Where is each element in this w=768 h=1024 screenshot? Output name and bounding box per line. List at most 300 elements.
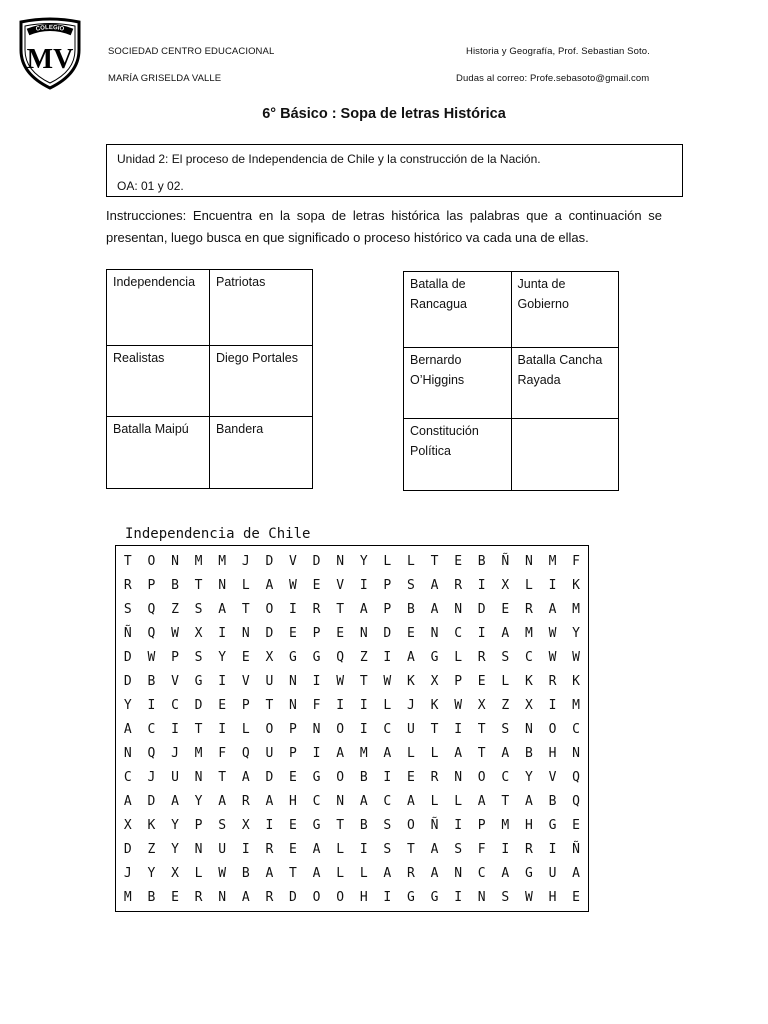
word-search-letter: T bbox=[265, 697, 274, 713]
word-search-row bbox=[116, 765, 588, 789]
header-school-name: MARÍA GRISELDA VALLE bbox=[108, 73, 222, 84]
word-search-letter: T bbox=[407, 841, 415, 857]
word-search-letter: E bbox=[289, 817, 297, 833]
word-search-letter: S bbox=[194, 601, 203, 617]
word-search-letter: C bbox=[524, 649, 533, 665]
word-search-letter: R bbox=[524, 841, 533, 857]
word-search-letter: Y bbox=[171, 841, 179, 857]
word-search-letter: N bbox=[359, 625, 368, 641]
word-search-letter: E bbox=[501, 601, 510, 617]
word-search-letter: T bbox=[289, 865, 297, 881]
word-search-letter: A bbox=[265, 865, 274, 881]
word-search-letter: O bbox=[147, 553, 156, 569]
word-search-letter: F bbox=[218, 745, 227, 761]
word-search-letter: E bbox=[241, 649, 250, 665]
word-search-letter: B bbox=[477, 553, 486, 569]
word-search-letter: Q bbox=[336, 649, 345, 665]
word-search-letter: W bbox=[572, 649, 580, 665]
word-search-letter: W bbox=[524, 889, 533, 905]
word-search-letter: L bbox=[501, 673, 510, 689]
word-search-letter: S bbox=[454, 841, 463, 857]
word-search-letter: X bbox=[194, 625, 203, 641]
word-search-letter: B bbox=[147, 673, 156, 689]
word-search-letter: H bbox=[289, 793, 297, 809]
word-search-letter: D bbox=[265, 625, 274, 641]
word-search-letter: L bbox=[430, 745, 439, 761]
word-search-letter: N bbox=[218, 577, 227, 593]
word-search-letter: T bbox=[241, 601, 250, 617]
word-search-letter: I bbox=[147, 697, 156, 713]
word-search-letter: J bbox=[407, 697, 415, 713]
word-search-letter: X bbox=[171, 865, 179, 881]
word-search-letter: N bbox=[454, 601, 463, 617]
word-search-letter: W bbox=[171, 625, 179, 641]
word-search-letter: M bbox=[218, 553, 227, 569]
word-search-letter: N bbox=[454, 769, 463, 785]
word-search-letter: T bbox=[430, 553, 439, 569]
word-search-letter: G bbox=[430, 889, 439, 905]
word-search-letter: Q bbox=[147, 601, 156, 617]
word-search-letter: H bbox=[524, 817, 533, 833]
word-search-letter: S bbox=[383, 817, 392, 833]
word-search-letter: I bbox=[454, 721, 463, 737]
word-search-letter: A bbox=[359, 793, 368, 809]
word-search-letter: I bbox=[501, 841, 510, 857]
word-search-letter: N bbox=[289, 673, 297, 689]
word-search-letter: A bbox=[265, 793, 274, 809]
word-search-letter: B bbox=[359, 817, 368, 833]
word-search-letter: A bbox=[454, 745, 463, 761]
word-search-letter: W bbox=[383, 673, 392, 689]
word-search-letter: G bbox=[312, 817, 321, 833]
word-search-letter: J bbox=[123, 865, 132, 881]
word-search-letter: Y bbox=[218, 649, 227, 665]
word-search-letter: Y bbox=[359, 553, 368, 569]
word-search-letter: Z bbox=[171, 601, 179, 617]
word-search-letter: J bbox=[147, 769, 156, 785]
word-search-letter: P bbox=[147, 577, 156, 593]
word-search-letter: L bbox=[430, 793, 439, 809]
unit-description: Unidad 2: El proceso de Independencia de Chile y la construcción de la Nación. bbox=[117, 152, 541, 166]
word-cell: Independencia bbox=[107, 270, 210, 346]
word-search-letter: B bbox=[548, 793, 557, 809]
word-search-letter: P bbox=[312, 625, 321, 641]
unit-box bbox=[106, 144, 683, 197]
word-cell: Diego Portales bbox=[210, 346, 313, 417]
word-search-letter: H bbox=[548, 745, 557, 761]
word-search-letter: I bbox=[477, 625, 486, 641]
header-institution: SOCIEDAD CENTRO EDUCACIONAL bbox=[108, 46, 275, 57]
word-search-letter: A bbox=[501, 865, 510, 881]
word-search-letter: S bbox=[501, 649, 510, 665]
word-search-letter: F bbox=[477, 841, 486, 857]
word-search-letter: I bbox=[477, 577, 486, 593]
word-search-letter: J bbox=[241, 553, 250, 569]
word-search-row bbox=[116, 549, 588, 573]
word-search-letter: G bbox=[548, 817, 557, 833]
word-search-letter: X bbox=[430, 673, 439, 689]
word-search-letter: R bbox=[454, 577, 463, 593]
word-search-letter: G bbox=[289, 649, 297, 665]
word-search-letter: N bbox=[430, 625, 439, 641]
logo-monogram: MV bbox=[26, 44, 74, 75]
word-search-letter: A bbox=[407, 649, 415, 665]
word-search-letter: A bbox=[501, 745, 510, 761]
word-search-letter: D bbox=[383, 625, 392, 641]
word-search-letter: R bbox=[194, 889, 203, 905]
word-search-letter: R bbox=[241, 793, 250, 809]
word-search-letter: D bbox=[123, 841, 132, 857]
word-search-letter: W bbox=[218, 865, 227, 881]
word-search-letter: N bbox=[312, 721, 321, 737]
word-search-letter: C bbox=[171, 697, 179, 713]
word-search-letter: D bbox=[265, 553, 274, 569]
word-search-letter: E bbox=[218, 697, 227, 713]
word-search-letter: U bbox=[407, 721, 415, 737]
word-search-letter: R bbox=[265, 889, 274, 905]
word-search-letter: N bbox=[572, 745, 580, 761]
word-search-letter: I bbox=[289, 601, 297, 617]
word-search-letter: Y bbox=[524, 769, 533, 785]
word-search-letter: V bbox=[289, 553, 297, 569]
word-search-letter: Ñ bbox=[572, 841, 580, 857]
word-search-letter: N bbox=[477, 889, 486, 905]
word-search-letter: A bbox=[312, 865, 321, 881]
word-search-letter: E bbox=[407, 769, 415, 785]
word-search-letter: E bbox=[454, 553, 463, 569]
word-search-letter: Y bbox=[147, 865, 156, 881]
word-search-letter: V bbox=[171, 673, 179, 689]
word-search-letter: D bbox=[265, 769, 274, 785]
word-search-letter: I bbox=[548, 577, 557, 593]
word-search-letter: K bbox=[572, 673, 580, 689]
word-search-letter: N bbox=[524, 553, 533, 569]
word-search-letter: Z bbox=[359, 649, 368, 665]
word-search-letter: O bbox=[477, 769, 486, 785]
word-search-letter: A bbox=[123, 793, 132, 809]
word-search-letter: T bbox=[501, 793, 510, 809]
words-table-right bbox=[403, 271, 619, 491]
word-search-letter: N bbox=[336, 553, 345, 569]
word-search-letter: I bbox=[218, 673, 227, 689]
word-search-letter: U bbox=[171, 769, 179, 785]
word-search-letter: A bbox=[430, 841, 439, 857]
word-search-letter: M bbox=[359, 745, 368, 761]
word-search-letter: D bbox=[477, 601, 486, 617]
word-search-letter: T bbox=[218, 769, 227, 785]
word-search-letter: H bbox=[548, 889, 557, 905]
word-search-letter: E bbox=[312, 577, 321, 593]
word-search-letter: L bbox=[454, 649, 463, 665]
word-search-letter: M bbox=[572, 697, 580, 713]
word-cell: Realistas bbox=[107, 346, 210, 417]
word-search-letter: A bbox=[265, 577, 274, 593]
word-search-letter: K bbox=[524, 673, 533, 689]
word-search-letter: N bbox=[194, 769, 203, 785]
word-search-row bbox=[116, 837, 588, 861]
word-search-letter: Y bbox=[572, 625, 580, 641]
words-table-left bbox=[106, 269, 313, 489]
word-search-letter: N bbox=[241, 625, 250, 641]
word-search-letter: A bbox=[501, 625, 510, 641]
word-search-letter: S bbox=[501, 889, 510, 905]
word-search-letter: W bbox=[147, 649, 156, 665]
word-search-letter: N bbox=[524, 721, 533, 737]
word-search-letter: D bbox=[123, 673, 132, 689]
word-search-row bbox=[116, 861, 588, 885]
word-search-letter: T bbox=[194, 577, 203, 593]
word-search-letter: U bbox=[548, 865, 557, 881]
word-search-letter: O bbox=[265, 601, 274, 617]
word-cell: Patriotas bbox=[210, 270, 313, 346]
word-search-letter: Q bbox=[572, 769, 580, 785]
word-search-grid bbox=[115, 545, 589, 912]
word-search-letter: R bbox=[548, 673, 557, 689]
word-search-letter: M bbox=[524, 625, 533, 641]
word-search-letter: W bbox=[289, 577, 297, 593]
word-search-letter: N bbox=[123, 745, 132, 761]
word-search-letter: L bbox=[194, 865, 203, 881]
word-search-letter: W bbox=[336, 673, 345, 689]
word-cell: Batalla Cancha Rayada bbox=[511, 348, 619, 419]
word-search-letter: I bbox=[359, 697, 368, 713]
word-cell: Bandera bbox=[210, 417, 313, 489]
word-search-letter: I bbox=[383, 889, 392, 905]
word-search-letter: L bbox=[336, 865, 345, 881]
word-search-letter: R bbox=[524, 601, 533, 617]
word-search-letter: D bbox=[147, 793, 156, 809]
instructions-text: Instrucciones: Encuentra en la sopa de letras histórica las palabras que a continuación se presentan, luego busca en que significado o proceso histórico va cada una de ellas. bbox=[106, 208, 662, 245]
word-search-letter: A bbox=[218, 601, 227, 617]
word-search-letter: Z bbox=[501, 697, 510, 713]
word-search-row bbox=[116, 885, 588, 909]
word-search-letter: I bbox=[312, 745, 321, 761]
word-search-letter: Y bbox=[171, 817, 179, 833]
word-search-letter: Y bbox=[194, 793, 203, 809]
word-search-letter: A bbox=[407, 793, 415, 809]
word-search-letter: X bbox=[501, 577, 510, 593]
word-search-letter: I bbox=[241, 841, 250, 857]
word-search-letter: B bbox=[407, 601, 415, 617]
word-search-letter: M bbox=[501, 817, 510, 833]
page-title: 6° Básico : Sopa de letras Histórica bbox=[262, 106, 506, 122]
word-search-letter: L bbox=[454, 793, 463, 809]
word-search-letter: F bbox=[312, 697, 321, 713]
word-search-letter: T bbox=[477, 721, 486, 737]
word-search-letter: T bbox=[123, 553, 132, 569]
word-search-row bbox=[116, 813, 588, 837]
word-search-letter: E bbox=[289, 625, 297, 641]
word-search-letter: I bbox=[218, 625, 227, 641]
word-search-letter: G bbox=[407, 889, 415, 905]
word-search-letter: Q bbox=[147, 625, 156, 641]
word-search-letter: S bbox=[194, 649, 203, 665]
word-search-row bbox=[116, 693, 588, 717]
word-search-letter: I bbox=[454, 889, 463, 905]
word-search-letter: J bbox=[171, 745, 179, 761]
word-search-letter: F bbox=[572, 553, 580, 569]
word-search-letter: A bbox=[241, 889, 250, 905]
word-search-letter: V bbox=[548, 769, 557, 785]
word-search-letter: L bbox=[241, 577, 250, 593]
word-search-letter: V bbox=[241, 673, 250, 689]
word-search-row bbox=[116, 717, 588, 741]
word-search-letter: I bbox=[359, 841, 368, 857]
unit-objectives: OA: 01 y 02. bbox=[117, 179, 184, 193]
word-search-letter: X bbox=[241, 817, 250, 833]
word-search-letter: A bbox=[548, 601, 557, 617]
word-search-letter: A bbox=[524, 793, 533, 809]
word-search-letter: R bbox=[430, 769, 439, 785]
word-search-letter: T bbox=[336, 601, 345, 617]
word-search-letter: I bbox=[548, 841, 557, 857]
word-search-letter: I bbox=[336, 697, 345, 713]
word-search-letter: M bbox=[194, 745, 203, 761]
word-search-letter: L bbox=[383, 553, 392, 569]
word-search-letter: C bbox=[312, 793, 321, 809]
word-search-letter: Y bbox=[123, 697, 132, 713]
word-search-letter: E bbox=[289, 841, 297, 857]
word-search-letter: S bbox=[218, 817, 227, 833]
word-search-letter: P bbox=[241, 697, 250, 713]
word-search-row bbox=[116, 669, 588, 693]
word-search-letter: T bbox=[359, 673, 368, 689]
word-search-letter: S bbox=[123, 601, 132, 617]
word-search-letter: M bbox=[548, 553, 557, 569]
word-search-letter: L bbox=[524, 577, 533, 593]
word-search-letter: E bbox=[407, 625, 415, 641]
word-search-letter: A bbox=[336, 745, 345, 761]
word-search-letter: P bbox=[383, 577, 392, 593]
word-search-letter: R bbox=[123, 577, 132, 593]
word-search-letter: N bbox=[171, 553, 179, 569]
word-search-letter: O bbox=[407, 817, 415, 833]
word-search-letter: O bbox=[336, 889, 345, 905]
word-search-letter: K bbox=[147, 817, 156, 833]
word-search-letter: K bbox=[407, 673, 415, 689]
word-search-letter: I bbox=[383, 769, 392, 785]
word-search-letter: E bbox=[171, 889, 179, 905]
word-search-letter: I bbox=[359, 577, 368, 593]
word-search-letter: K bbox=[430, 697, 439, 713]
word-search-letter: G bbox=[312, 649, 321, 665]
word-search-letter: R bbox=[312, 601, 321, 617]
word-search-letter: N bbox=[194, 841, 203, 857]
word-search-letter: Q bbox=[147, 745, 156, 761]
school-logo bbox=[18, 16, 82, 90]
word-search-letter: Q bbox=[572, 793, 580, 809]
word-search-letter: B bbox=[359, 769, 368, 785]
word-cell: Junta de Gobierno bbox=[511, 272, 619, 348]
header-contact-email: Dudas al correo: Profe.sebasoto@gmail.com bbox=[456, 73, 650, 84]
word-search-letter: I bbox=[218, 721, 227, 737]
word-search-letter: A bbox=[312, 841, 321, 857]
word-search-letter: A bbox=[430, 577, 439, 593]
word-search-letter: C bbox=[501, 769, 510, 785]
word-search-letter: C bbox=[477, 865, 486, 881]
word-search-letter: E bbox=[572, 817, 580, 833]
word-search-letter: W bbox=[454, 697, 463, 713]
word-search-letter: L bbox=[407, 553, 415, 569]
word-search-letter: A bbox=[430, 865, 439, 881]
word-cell: Batalla Maipú bbox=[107, 417, 210, 489]
word-search-letter: K bbox=[572, 577, 580, 593]
word-search-letter: U bbox=[265, 745, 274, 761]
word-search-letter: O bbox=[336, 769, 345, 785]
logo-text: COLEGIO bbox=[35, 24, 65, 33]
word-search-letter: D bbox=[123, 649, 132, 665]
word-search-title: Independencia de Chile bbox=[125, 526, 311, 542]
word-search-letter: L bbox=[336, 841, 345, 857]
word-search-letter: O bbox=[265, 721, 274, 737]
word-search-letter: N bbox=[218, 889, 227, 905]
word-search-letter: C bbox=[123, 769, 132, 785]
word-search-letter: N bbox=[454, 865, 463, 881]
word-search-letter: I bbox=[359, 721, 368, 737]
word-search-letter: I bbox=[383, 649, 392, 665]
word-search-letter: A bbox=[123, 721, 132, 737]
word-search-letter: P bbox=[289, 745, 297, 761]
word-search-letter: D bbox=[312, 553, 321, 569]
word-search-row bbox=[116, 597, 588, 621]
word-search-letter: G bbox=[430, 649, 439, 665]
word-search-letter: T bbox=[194, 721, 203, 737]
word-search-letter: T bbox=[430, 721, 439, 737]
word-search-letter: T bbox=[336, 817, 345, 833]
word-search-letter: C bbox=[454, 625, 463, 641]
word-search-letter: Ñ bbox=[501, 553, 510, 569]
word-search-letter: P bbox=[477, 817, 486, 833]
word-search-letter: U bbox=[265, 673, 274, 689]
word-search-letter: I bbox=[171, 721, 179, 737]
word-search-letter: O bbox=[312, 889, 321, 905]
word-search-letter: C bbox=[383, 721, 392, 737]
word-search-letter: B bbox=[241, 865, 250, 881]
word-search-row bbox=[116, 573, 588, 597]
word-search-letter: G bbox=[194, 673, 203, 689]
word-search-letter: E bbox=[572, 889, 580, 905]
word-search-letter: C bbox=[572, 721, 580, 737]
word-search-letter: L bbox=[241, 721, 250, 737]
word-search-letter: M bbox=[572, 601, 580, 617]
word-cell-empty bbox=[511, 419, 619, 491]
word-search-letter: A bbox=[383, 865, 392, 881]
word-cell: Batalla de Rancagua bbox=[404, 272, 512, 348]
word-search-letter: L bbox=[359, 865, 368, 881]
word-search-letter: P bbox=[194, 817, 203, 833]
word-search-letter: I bbox=[265, 817, 274, 833]
word-search-letter: O bbox=[336, 721, 345, 737]
word-search-letter: A bbox=[572, 865, 580, 881]
word-search-letter: W bbox=[548, 625, 557, 641]
word-search-letter: E bbox=[336, 625, 345, 641]
word-search-letter: A bbox=[359, 601, 368, 617]
word-search-letter: P bbox=[171, 649, 179, 665]
word-search-letter: Ñ bbox=[123, 625, 132, 641]
word-search-row bbox=[116, 789, 588, 813]
word-search-letter: E bbox=[289, 769, 297, 785]
word-search-letter: X bbox=[123, 817, 132, 833]
word-search-row bbox=[116, 645, 588, 669]
word-search-letter: L bbox=[383, 697, 392, 713]
word-search-letter: A bbox=[477, 793, 486, 809]
word-search-letter: R bbox=[407, 865, 415, 881]
word-search-letter: N bbox=[289, 697, 297, 713]
header-subject-teacher: Historia y Geografía, Prof. Sebastian Soto. bbox=[466, 46, 650, 57]
word-search-letter: B bbox=[147, 889, 156, 905]
word-search-letter: R bbox=[265, 841, 274, 857]
word-search-letter: D bbox=[194, 697, 203, 713]
